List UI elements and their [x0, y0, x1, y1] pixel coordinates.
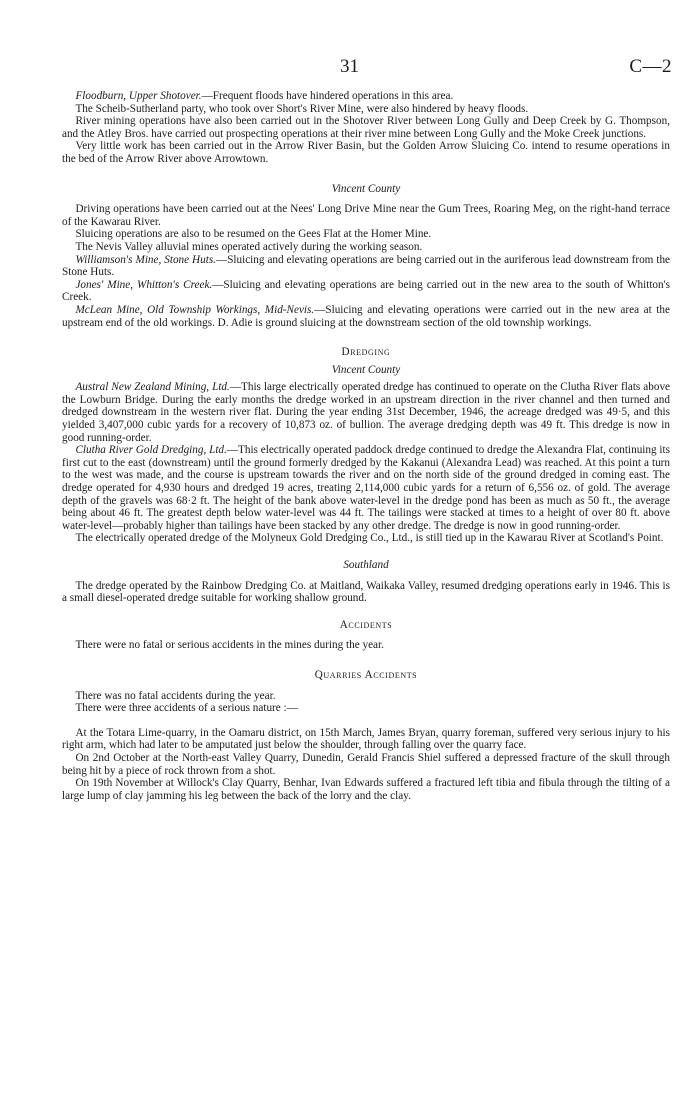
document-page — [62, 56, 670, 802]
paragraph — [62, 304, 670, 329]
page-number: 31 — [340, 56, 359, 77]
section-heading: Dredging — [341, 346, 391, 359]
paragraph — [62, 532, 670, 545]
intro-section — [62, 90, 670, 166]
paragraph-text: There were three accidents of a serious nature :— — [75, 702, 298, 715]
paragraph-lead: Austral New Zealand Mining, Ltd. — [75, 381, 230, 394]
section-heading: Southland — [343, 559, 389, 571]
paragraph — [62, 140, 670, 165]
subsection-heading: Vincent County — [331, 363, 401, 376]
paragraph-text: On 19th November at Willock's Clay Quarry, Benhar, Ivan Edwards suffered a fractured left tibia and fibula through the tilting of a large lump of clay jamming his leg between the back of the lorry and the clay. — [62, 777, 670, 802]
paragraph — [62, 580, 670, 605]
paragraph-lead: Jones' Mine, Whitton's Creek. — [75, 278, 213, 291]
paragraph — [62, 777, 670, 802]
paragraph — [62, 203, 670, 228]
paragraph — [62, 639, 670, 652]
section-heading: Accidents — [339, 618, 393, 631]
paragraph-text: The Nevis Valley alluvial mines operated actively during the working season. — [75, 240, 423, 253]
paragraph-text: There was no fatal accidents during the year. — [75, 689, 276, 702]
paragraph — [62, 115, 670, 140]
paragraph — [62, 690, 670, 703]
paragraph-text: There were no fatal or serious accidents in the mines during the year. — [75, 639, 384, 652]
paragraph-text: On 2nd October at the North-east Valley Quarry, Dunedin, Gerald Francis Shiel suffered a depressed fracture of the skull through being hit by a piece of rock thrown from a shot. — [62, 751, 670, 777]
paragraph — [62, 103, 670, 116]
paragraph — [62, 752, 670, 777]
paragraph — [62, 228, 670, 241]
paragraph — [62, 279, 670, 304]
paragraph-text: The electrically operated dredge of the Molyneux Gold Dredging Co., Ltd., is still tied up in the Kawarau River at Scotland's Point. — [75, 532, 664, 545]
paragraph-text: —Frequent floods have hindered operations in this area. — [201, 90, 454, 102]
paragraph — [62, 444, 670, 532]
paragraph — [62, 727, 670, 752]
paragraph — [62, 381, 670, 444]
paragraph-lead: McLean Mine, Old Township Workings, Mid-Nevis. — [75, 303, 315, 316]
paragraph-text: —Sluicing and elevating operations were carried out in the new area at the upstream end of the old workings. D. Adie is ground sluicing at the downstream section of the old township workings. — [62, 303, 670, 329]
paragraph-text: —This large electrically operated dredge has continued to operate on the Clutha River flats above the Lowburn Bridge. During the early months the dredge worked in an upstream direction in the river channel and then turned and dredged downstream in the western river flat. During the year ending 31st December, 1946, the acreage dredged was 49·5, and this yielded 3,407,000 cubic yards for a recovery of 10,873 oz. of bullion. The average dredging depth was 49 ft. This dredge is now in good running-order. — [62, 381, 670, 444]
paragraph-lead: Williamson's Mine, Stone Huts. — [75, 253, 216, 266]
paragraph-text: Sluicing operations are also to be resumed on the Gees Flat at the Homer Mine. — [75, 228, 432, 241]
page-header — [62, 56, 670, 90]
paragraph-text: —This electrically operated paddock dredge continued to dredge the Alexandra Flat, continuing its first cut to the east (downstream) until the ground formerly dredged by the Kakanui (Alexandra Lead) was reached. At this point a turn to the west was made, and the course is upstream towards the river and on the north side of the ground dredged in coming east. The dredge operated for 4,930 hours and dredged 19 acres, treating 2,114,000 cubic yards for a return of 6,556 oz. of gold. The average depth of the gravels was 68·2 ft. The height of the bank above water-level in the dredge pond has been as much as 50 ft., the average being about 46 ft. The greatest depth below water-level was 44 ft. The tailings were stacked at times to a height of over 80 ft. above water-level—probably higher than tailings have been stacked by any other dredge. The dredge is now in good running-order. — [62, 444, 670, 532]
paragraph — [62, 241, 670, 254]
paragraph-text: River mining operations have also been carried out in the Shotover River between Long Gully and Deep Creek by G. Thompson, and the Atley Bros. have carried out prospecting operations at their river mine between Long Gully and the Moke Creek junctions. — [62, 115, 670, 140]
section-heading: Vincent County — [331, 182, 401, 195]
paragraph — [62, 90, 670, 103]
vincent-county-section — [62, 183, 670, 330]
paragraph — [62, 702, 670, 715]
southland-section — [62, 559, 670, 605]
dredging-section — [62, 346, 670, 545]
section-heading: Quarries Accidents — [314, 668, 418, 681]
paragraph-text: At the Totara Lime-quarry, in the Oamaru district, on 15th March, James Bryan, quarry foreman, suffered very serious injury to his right arm, which had later to be amputated just below the shoulder, through falling over the quarry face. — [62, 726, 670, 752]
paragraph-text: The dredge operated by the Rainbow Dredging Co. at Maitland, Waikaka Valley, resumed dredging operations early in 1946. This is a small diesel-operated dredge suitable for working shallow ground. — [62, 579, 670, 605]
paragraph-text: —Sluicing and elevating operations are being carried out in the new area to the south of Whitton's Creek. — [62, 278, 670, 304]
paragraph-text: The Scheib-Sutherland party, who took over Short's River Mine, were also hindered by heavy floods. — [75, 102, 529, 115]
paragraph — [62, 254, 670, 279]
paragraph-text: Very little work has been carried out in the Arrow River Basin, but the Golden Arrow Sluicing Co. intend to resume operations in the bed of the Arrow River above Arrowtown. — [62, 140, 670, 165]
accidents-section — [62, 619, 670, 652]
paragraph-text: Driving operations have been carried out at the Nees' Long Drive Mine near the Gum Trees, Roaring Meg, on the right-hand terrace of the Kawarau River. — [62, 203, 670, 228]
quarries-accidents-section — [62, 669, 670, 802]
document-reference: C—2 — [629, 56, 672, 77]
paragraph-lead: Clutha River Gold Dredging, Ltd. — [75, 444, 227, 457]
paragraph-lead: Floodburn, Upper Shotover. — [75, 90, 202, 102]
paragraph-text: —Sluicing and elevating operations are being carried out in the auriferous lead downstream from the Stone Huts. — [62, 253, 671, 279]
